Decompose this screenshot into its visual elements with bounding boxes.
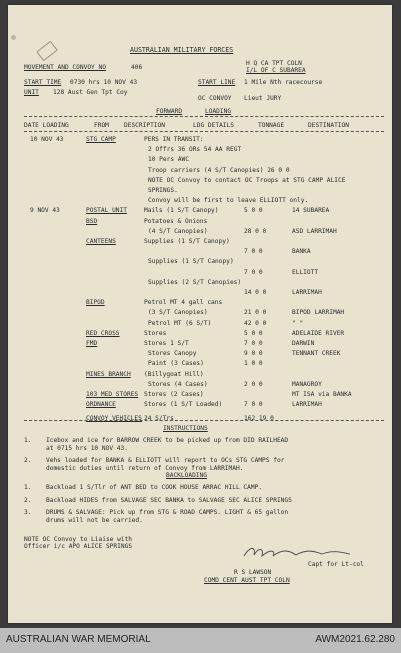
row-description: Supplies (2 S/T Canopies) <box>148 278 242 286</box>
backloading-number: 1. <box>24 484 32 491</box>
divider-line <box>24 116 384 117</box>
row-destination: ASD LARRIMAH <box>292 227 337 235</box>
row-from: CONVOY VEHICLES <box>86 415 142 423</box>
row-description: Petrol MT (6 S/T) <box>148 319 212 327</box>
row-destination: LARRIMAH <box>292 401 322 409</box>
row-destination: TENNANT CREEK <box>292 350 341 358</box>
backloading-text: Backload HIDES from SALVAGE SEC BANKA to SALVAGE SEC ALICE SPRINGS <box>46 496 292 504</box>
row-from: POSTAL UNIT <box>86 207 127 215</box>
row-destination: " " <box>292 319 304 327</box>
column-header: TONNAGE <box>258 122 285 129</box>
row-destination: BIPOD LARRIMAH <box>292 309 345 317</box>
oc-convoy-value: Lieut JURY <box>244 95 282 102</box>
row-description: Potatoes & Onions <box>144 217 208 225</box>
row-description: Petrol MT 4 gall cans <box>144 299 223 307</box>
row-tonnage: 1 0 0 <box>244 360 263 368</box>
row-tonnage: 7 0 0 <box>244 268 263 276</box>
row-from: MINES BRANCH <box>86 370 131 378</box>
signature-capt: Capt for Lt-col <box>308 561 364 568</box>
document-page <box>8 5 392 623</box>
row-date: 9 NOV 43 <box>30 207 60 215</box>
row-description: Troop carriers (4 S/T Canopies) 26 0 0 <box>148 166 290 174</box>
movement-number: 406 <box>131 64 143 71</box>
row-description: Stores Canopy <box>148 350 197 358</box>
column-header: LDG DETAILS <box>193 122 234 129</box>
backloading-number: 3. <box>24 509 32 516</box>
row-destination: MANAGROY <box>292 380 322 388</box>
row-tonnage: 7 0 0 <box>244 401 263 409</box>
row-description: 24 S/Trs <box>144 415 174 423</box>
unit-label: UNIT <box>24 89 39 96</box>
signature-title: COMD CENT AUST TPT COLN <box>204 577 290 584</box>
row-tonnage: 5 0 0 <box>244 207 263 215</box>
start-time-label: START TIME <box>24 79 62 86</box>
backloading-text: Backload 1 S/Tlr of ANT BED to COOK HOUSE ARRAC HILL CAMP. <box>46 484 263 491</box>
row-from: 103 MED STORES <box>86 391 139 398</box>
row-tonnage: 5 0 0 <box>244 329 263 337</box>
start-line-label: START LINE <box>198 79 236 86</box>
column-header: DESTINATION <box>308 122 349 129</box>
row-description: Stores (1 S/T Loaded) <box>144 401 223 409</box>
instructions-number: 2. <box>24 457 32 464</box>
row-from: CANTEENS <box>86 238 116 245</box>
instructions-text: domestic duties until return of Convoy from LARRIMAH. <box>46 464 244 472</box>
forward-header: FORWARD <box>156 108 183 115</box>
row-tonnage: 21 0 0 <box>244 309 267 317</box>
backloading-text: DRUMS & SALVAGE: Pick up from STG & ROAD CAMPS. LIGHT & 65 gallon <box>46 509 289 516</box>
row-description: Convoy will be first to leave ELLIOTT only. <box>148 197 309 205</box>
row-tonnage: 162 19 0 <box>244 415 274 423</box>
staple-mark <box>36 41 58 62</box>
footer-id: AWM2021.62.280 <box>315 634 395 645</box>
note-line-1: NOTE OC Convoy to Liaise with <box>24 536 133 543</box>
document-title: AUSTRALIAN MILITARY FORCES <box>130 46 234 54</box>
column-header: DATE LOADING <box>24 122 69 129</box>
row-description: Stores <box>144 329 167 337</box>
backloading-number: 2. <box>24 496 32 504</box>
row-destination: 14 SUBAREA <box>292 207 330 215</box>
row-tonnage: 14 0 0 <box>244 289 267 296</box>
row-from: BIPOD <box>86 299 105 307</box>
row-destination: ELLIOTT <box>292 268 319 276</box>
column-header: DESCRIPTION <box>124 122 165 129</box>
row-from: FMD <box>86 340 98 347</box>
instructions-text: Icebox and ice for BARROW CREEK to be picked up from DID RAILHEAD <box>46 437 289 444</box>
divider-line <box>24 420 384 421</box>
loading-header: LOADING <box>205 108 232 115</box>
punch-hole <box>11 35 16 40</box>
row-description: 10 Pers AWC <box>148 156 189 164</box>
instructions-text: at 0715 hrs 10 NOV 43. <box>46 444 128 452</box>
archive-footer <box>0 628 401 653</box>
row-destination: DARWIN <box>292 340 315 347</box>
row-description: 2 Offrs 36 ORs 54 AA REGT <box>148 146 242 154</box>
start-time-value: 0730 hrs 10 NOV 43 <box>70 79 138 86</box>
row-from: RED CROSS <box>86 329 120 337</box>
row-tonnage: 42 0 0 <box>244 319 267 327</box>
row-from: STG CAMP <box>86 136 116 143</box>
oc-convoy-label: OC CONVOY <box>198 95 232 102</box>
footer-source: AUSTRALIAN WAR MEMORIAL <box>6 634 151 645</box>
row-tonnage: 2 0 0 <box>244 380 263 388</box>
row-destination: MT ISA via BANKA <box>292 391 352 398</box>
note-line-2: Officer i/c APO ALICE SPRINGS <box>24 543 133 550</box>
column-header: FROM <box>94 122 109 129</box>
row-description: SPRINGS. <box>148 187 178 194</box>
row-description: NOTE OC Convoy to contact OC Troops at STG CAMP ALICE <box>148 176 346 184</box>
row-description: Paint (3 Cases) <box>148 360 204 368</box>
instructions-title: INSTRUCTIONS <box>163 425 208 432</box>
unit-value: 128 Aust Gen Tpt Coy <box>53 89 128 96</box>
hq-line-1: H Q CA TPT COLN <box>246 60 302 67</box>
instructions-number: 1. <box>24 437 32 444</box>
start-line-value: 1 Mile Nth racecourse <box>244 79 323 86</box>
row-tonnage: 28 0 0 <box>244 227 267 235</box>
row-description: (4 S/T Canopies) <box>148 227 208 235</box>
movement-label: MOVEMENT AND CONVOY NO <box>24 64 106 71</box>
handwritten-signature <box>236 543 376 563</box>
row-destination: ADELAIDE RIVER <box>292 329 345 337</box>
row-tonnage: 7 0 0 <box>244 340 263 347</box>
row-tonnage: 9 0 0 <box>244 350 263 358</box>
row-description: Supplies (1 S/T Canopy) <box>144 238 230 245</box>
row-description: Stores (4 Cases) <box>148 380 208 388</box>
row-destination: LARRIMAH <box>292 289 322 296</box>
row-destination: BANKA <box>292 248 311 256</box>
row-description: Stores (2 Cases) <box>144 391 204 398</box>
row-description: Mails (1 S/T Canopy) <box>144 207 219 215</box>
row-description: Supplies (1 S/T Canopy) <box>148 258 234 266</box>
row-description: PERS IN TRANSIT: <box>144 136 204 143</box>
backloading-title: BACKLOADING <box>166 472 207 479</box>
signature-name: R S LAWSON <box>234 569 272 576</box>
row-description: Stores 1 S/T <box>144 340 189 347</box>
row-from: ORDNANCE <box>86 401 116 409</box>
row-date: 10 NOV 43 <box>30 136 64 143</box>
divider-line <box>24 131 384 132</box>
row-description: (3 S/T Canopies) <box>148 309 208 317</box>
hq-line-2: I/L OF C SUBAREA <box>246 67 306 74</box>
row-tonnage: 7 0 0 <box>244 248 263 256</box>
instructions-text: Vehs loaded for BANKA & ELLIOTT will report to OCs STG CAMPS for <box>46 457 285 464</box>
backloading-text: drums will not be carried. <box>46 516 143 524</box>
row-from: BSD <box>86 217 98 225</box>
row-description: (Billygoat Hill) <box>144 370 204 378</box>
